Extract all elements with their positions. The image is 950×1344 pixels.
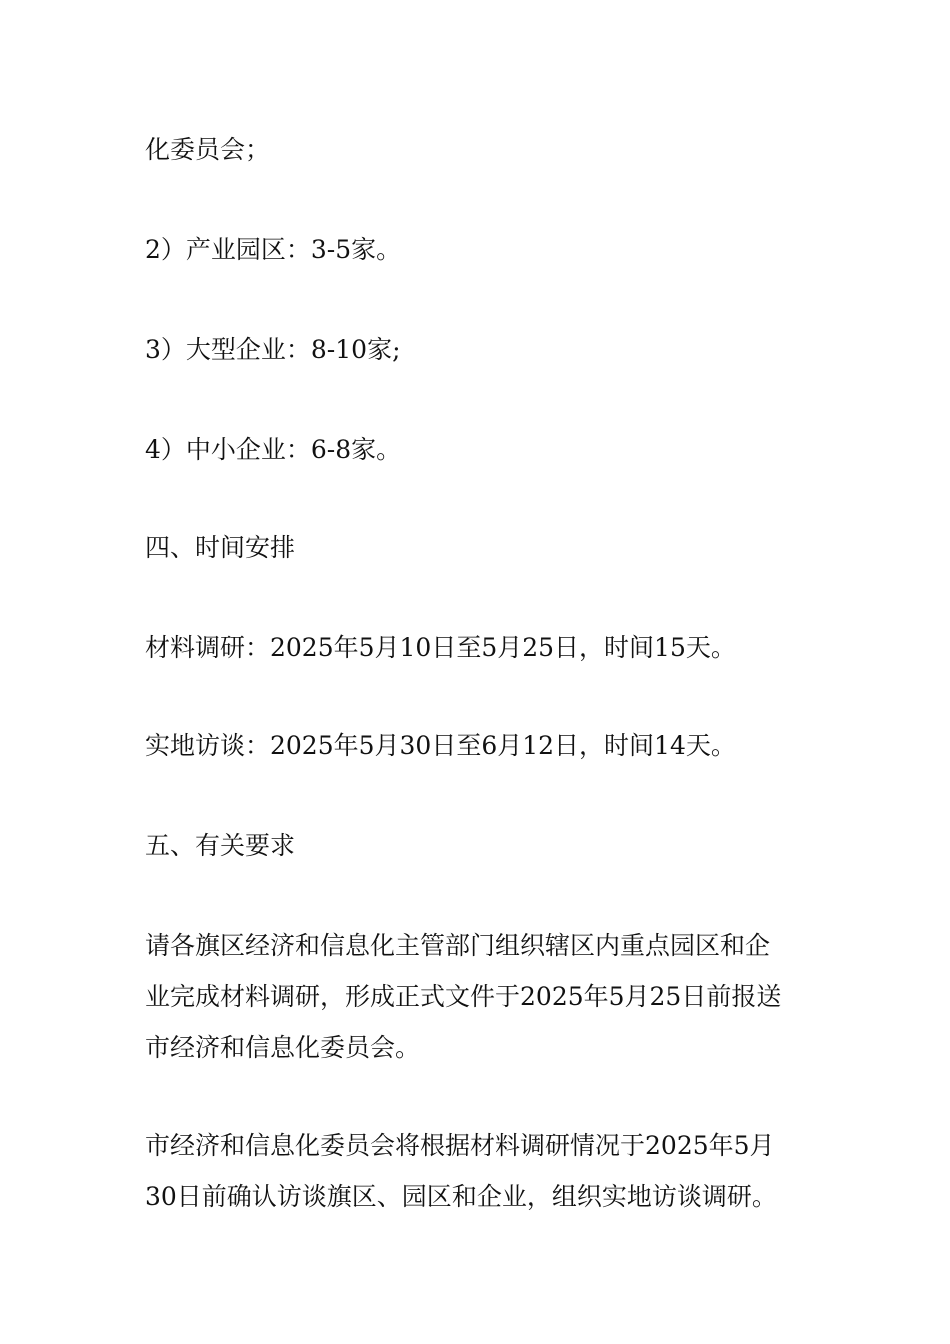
paragraph-1-line-1: 请各旗区经济和信息化主管部门组织辖区内重点园区和企 xyxy=(145,931,771,960)
list-item-large-enterprises: 3）大型企业：8-10家; xyxy=(145,335,401,364)
text-line-1: 化委员会； xyxy=(145,135,271,164)
paragraph-1-line-2: 业完成材料调研，形成正式文件于2025年5月25日前报送 xyxy=(145,982,782,1011)
section-heading-requirements: 五、有关要求 xyxy=(145,831,296,860)
schedule-field-interviews: 实地访谈：2025年5月30日至6月12日，时间14天。 xyxy=(145,731,736,760)
paragraph-2-line-2: 30日前确认访谈旗区、园区和企业，组织实地访谈调研。 xyxy=(145,1182,777,1211)
list-item-sme: 4）中小企业：6-8家。 xyxy=(145,435,402,464)
paragraph-2-line-1: 市经济和信息化委员会将根据材料调研情况于2025年5月 xyxy=(145,1131,775,1160)
schedule-material-research: 材料调研：2025年5月10日至5月25日，时间15天。 xyxy=(145,633,736,662)
paragraph-1-line-3: 市经济和信息化委员会。 xyxy=(145,1033,421,1062)
list-item-industrial-parks: 2）产业园区：3-5家。 xyxy=(145,235,402,264)
section-heading-schedule: 四、时间安排 xyxy=(145,533,296,562)
